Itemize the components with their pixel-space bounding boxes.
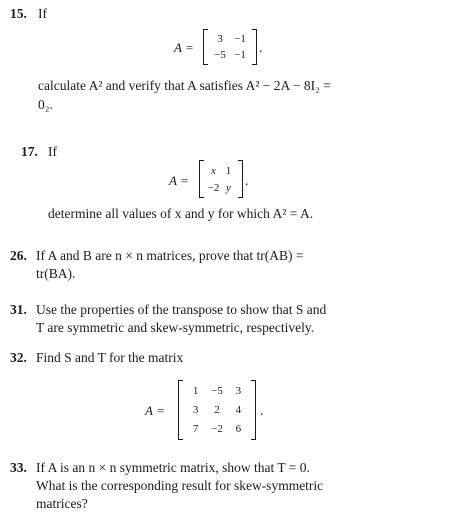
matrix-grid: [206, 162, 236, 196]
problem-15-prefix: If: [38, 6, 47, 21]
matrix-cell: 1: [225, 164, 232, 177]
problem-33-text-line1: If A is an n × n symmetric matrix, show that T = 0.: [36, 460, 310, 475]
matrix-cell: 4: [235, 403, 242, 416]
matrix-cell: 2: [214, 403, 220, 416]
right-bracket: [252, 29, 257, 65]
matrix-cell: −1: [234, 33, 246, 45]
problem-31-text-line1: Use the properties of the transpose to show that S and: [36, 302, 327, 317]
problem-17-matrix-label: A =: [169, 173, 189, 188]
problem-17-matrix: [199, 160, 243, 198]
problem-26-text-line2: tr(BA).: [36, 266, 76, 281]
problem-17-number: 17.: [21, 144, 38, 159]
problem-15-text-line2: 0₂.: [38, 97, 53, 112]
problem-15-number: 15.: [10, 6, 27, 21]
problem-17-prefix: If: [48, 144, 57, 159]
matrix-cell: −1: [234, 49, 246, 61]
matrix-cell: y: [226, 181, 231, 194]
problem-26-text-line1: If A and B are n × n matrices, prove that tr(AB) =: [36, 248, 304, 263]
problem-32-matrix-label: A =: [145, 403, 165, 418]
problem-33-text-line3: matrices?: [36, 496, 88, 511]
matrix-cell: −2: [207, 181, 220, 194]
right-bracket: [238, 160, 243, 198]
problem-33-number: 33.: [10, 460, 27, 475]
problem-15-period: .: [259, 40, 263, 55]
matrix-cell: 6: [235, 422, 242, 435]
problem-15-text-line1: calculate A² and verify that A satisfies A² − 2A − 8I₂ =: [38, 78, 331, 93]
problem-31-text-line2: T are symmetric and skew-symmetric, respectively.: [36, 320, 315, 335]
matrix-cell: −5: [211, 385, 223, 398]
matrix-cell: 3: [192, 403, 199, 416]
matrix-grid: [210, 31, 250, 63]
problem-33-text-line2: What is the corresponding result for skew-symmetric: [36, 478, 324, 493]
matrix-cell: −5: [214, 49, 226, 61]
problem-17-period: .: [245, 173, 249, 188]
matrix-grid: [185, 382, 249, 438]
problem-32-text-line1: Find S and T for the matrix: [36, 350, 184, 365]
problem-32-period: .: [260, 403, 264, 418]
problem-17-text-line1: determine all values of x and y for which A² = A.: [48, 206, 314, 221]
matrix-cell: 3: [235, 385, 242, 398]
problem-26-number: 26.: [10, 248, 27, 263]
left-bracket: [199, 160, 204, 198]
problem-32-number: 32.: [10, 350, 27, 365]
problem-15-matrix-label: A =: [174, 40, 194, 55]
problem-15-matrix: [203, 29, 257, 65]
matrix-cell: 3: [217, 33, 223, 45]
matrix-cell: 7: [192, 422, 199, 435]
matrix-cell: 1: [192, 385, 199, 398]
left-bracket: [178, 380, 183, 440]
problem-32-matrix: [178, 380, 256, 440]
matrix-cell: x: [211, 164, 216, 177]
left-bracket: [203, 29, 208, 65]
right-bracket: [251, 380, 256, 440]
matrix-cell: −2: [211, 422, 223, 435]
problem-31-number: 31.: [10, 302, 27, 317]
